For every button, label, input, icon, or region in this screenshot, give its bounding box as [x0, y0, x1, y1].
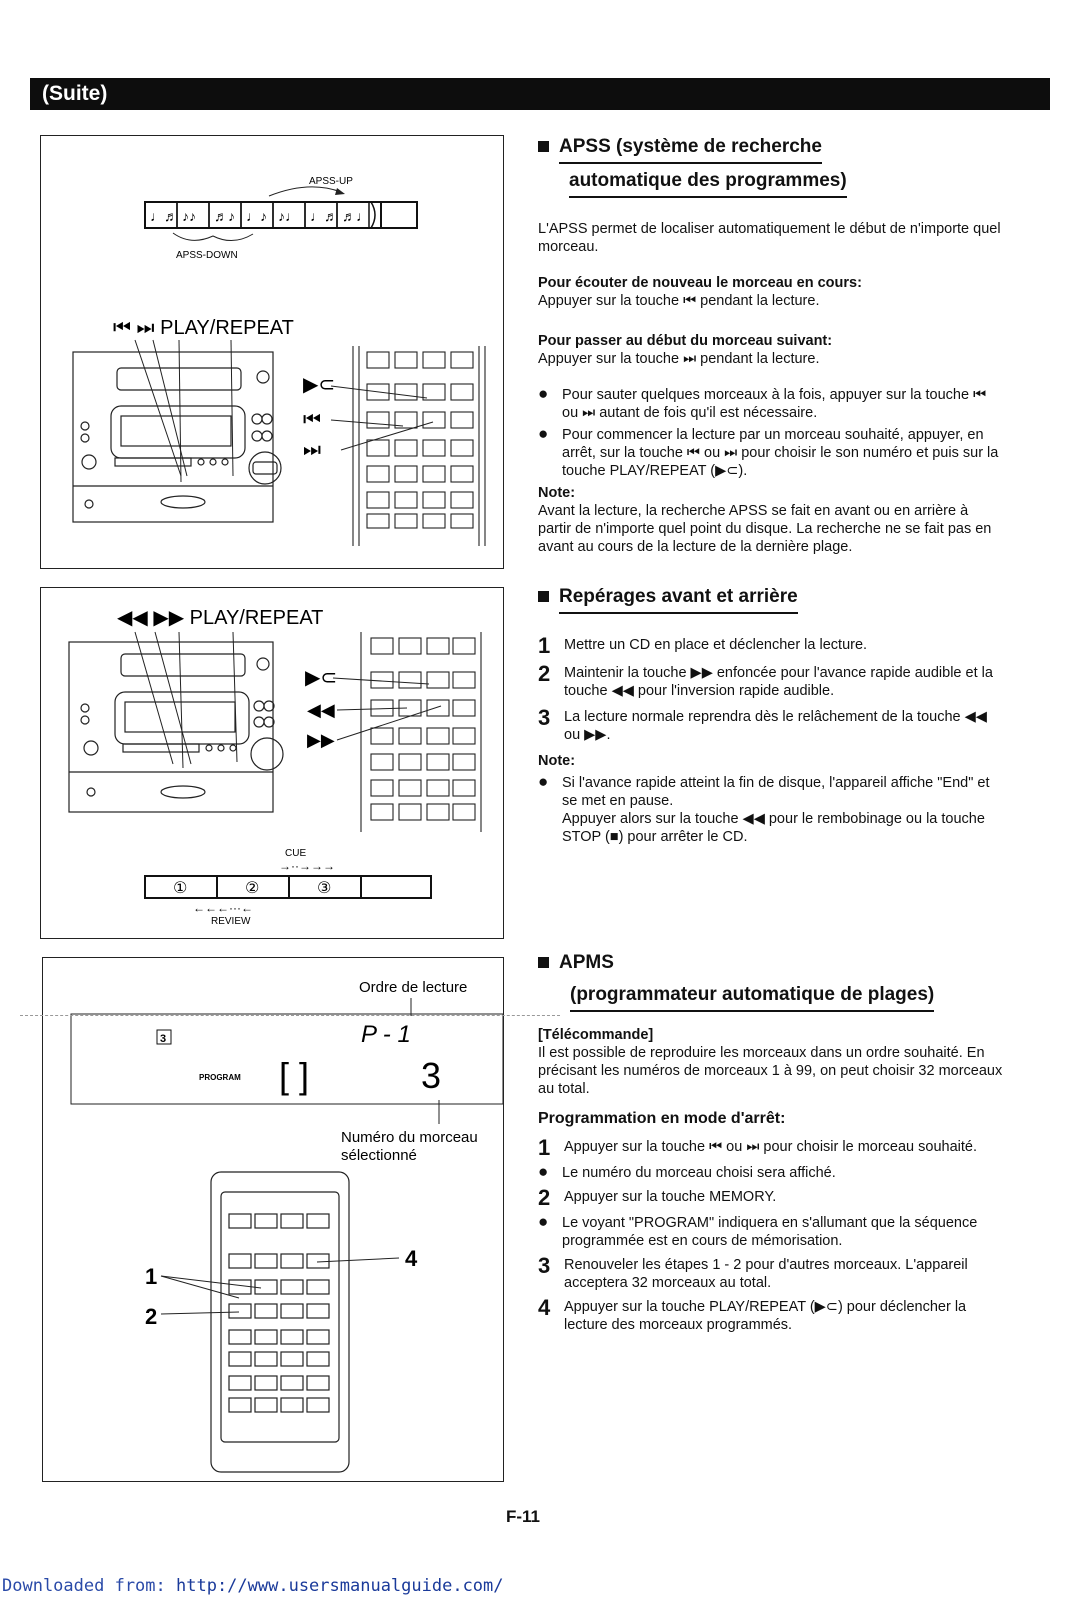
track-2: ②: [245, 880, 260, 897]
remote-partial: [353, 346, 485, 546]
apss-title-line1: APSS (système de recherche: [559, 136, 822, 164]
apms-item-text: Appuyer sur la touche MEMORY.: [564, 1189, 777, 1205]
display-track-box: 3: [160, 1033, 167, 1045]
search-step-3: [538, 705, 1002, 744]
display-top: P - 1: [361, 1021, 411, 1048]
search-step-1: [538, 633, 1002, 658]
section-apss: [538, 136, 1002, 556]
track-note: ♩♬: [150, 208, 178, 224]
step-number: 4: [538, 1295, 551, 1320]
apms-item-list: [538, 1135, 1008, 1334]
callout-2: 2: [145, 1304, 158, 1329]
numero-label-2: sélectionné: [341, 1147, 417, 1164]
download-prefix: Downloaded from:: [2, 1576, 176, 1596]
figure-apms: [42, 957, 504, 1482]
fig2-ff-symbol: ▶▶: [307, 730, 335, 750]
apss-sub1-heading: Pour écouter de nouveau le morceau en cours:: [538, 275, 862, 291]
download-link[interactable]: http://www.usersmanualguide.com/: [176, 1576, 504, 1596]
bullet-icon: ●: [538, 772, 549, 791]
step-number: 2: [538, 1185, 551, 1210]
track-notes: [145, 202, 370, 228]
remote-partial-2: [361, 632, 481, 832]
track-note: ♩♪: [246, 208, 267, 224]
apms-bullet: [538, 1214, 1008, 1250]
apms-step: [538, 1295, 1008, 1334]
apms-step: [538, 1185, 1008, 1210]
fig1-button-label: ⏮ ⏭ PLAY/REPEAT: [113, 317, 294, 339]
step-number: 1: [538, 1135, 551, 1160]
ordre-label: Ordre de lecture: [359, 979, 468, 996]
apss-note-text: Avant la lecture, la recherche APSS se fait en avant ou en arrière à partir de n'importe quel point du disque. La recherche ne se fait pas en avant au cours de la lecture de la dernière plage.: [538, 503, 992, 555]
search-note-bullet: [538, 774, 1002, 846]
apss-title-line2: automatique des programmes): [569, 170, 847, 198]
search-note-text-cont: Appuyer alors sur la touche ◀◀ pour le rembobinage ou la touche STOP (■) pour arrêter le CD.: [562, 811, 985, 845]
search-step-2: [538, 661, 1002, 700]
fig1-next-symbol: ⏭: [303, 439, 321, 461]
square-bullet-icon: [538, 591, 549, 602]
apms-title: [538, 952, 1008, 974]
header-title: (Suite): [42, 82, 108, 105]
track-note: ♩♬: [310, 208, 338, 224]
apms-item-text: Le voyant "PROGRAM" indiquera en s'allumant que la séquence programmée est en cours de mémorisation.: [562, 1215, 978, 1249]
apss-bullet-1-text: Pour sauter quelques morceaux à la fois, appuyer sur la touche ⏮ ou ⏭ autant de fois qu'il est nécessaire.: [562, 387, 987, 421]
fig2-play-symbol: ▶⊂: [305, 667, 338, 689]
search-title-text: Repérages avant et arrière: [559, 586, 798, 614]
remote-full: [211, 1172, 349, 1472]
apms-bullet: [538, 1164, 1008, 1182]
download-footer: [2, 1576, 504, 1596]
apms-step: [538, 1253, 1008, 1292]
search-title: [538, 586, 1002, 614]
figure-cue-review: [40, 587, 504, 939]
apss-sub1-text: Appuyer sur la touche ⏮ pendant la lecture.: [538, 293, 820, 309]
apms-item-text: Renouveler les étapes 1 - 2 pour d'autres morceaux. L'appareil acceptera 32 morceaux au total.: [564, 1257, 968, 1291]
step-number: 1: [538, 633, 551, 658]
fig1-play-symbol: ▶⊂: [303, 374, 336, 396]
review-label: REVIEW: [211, 916, 251, 927]
cue-arrows: →··→→→: [279, 859, 335, 873]
apms-item-text: Appuyer sur la touche ⏮ ou ⏭ pour choisir le morceau souhaité.: [564, 1139, 977, 1155]
apms-intro: Il est possible de reproduire les morceaux dans un ordre souhaité. En précisant les numéros de morceaux 1 à 99, on peut choisir 32 morceaux au total.: [538, 1045, 1003, 1097]
track-note: ♬♩: [342, 208, 370, 224]
step-text: Maintenir la touche ▶▶ enfoncée pour l'avance rapide audible et la touche ◀◀ pour l'inversion rapide audible.: [564, 665, 993, 699]
header-bar: [30, 78, 1050, 110]
cue-label: CUE: [285, 848, 307, 859]
figure-apss-drawing: [41, 136, 503, 568]
step-number: 3: [538, 1253, 551, 1278]
section-search: [538, 586, 1002, 846]
bullet-icon: ●: [538, 1162, 549, 1181]
program-label: PROGRAM: [199, 1073, 241, 1082]
apss-bullet-2-text: Pour commencer la lecture par un morceau souhaité, appuyer, en arrêt, sur la touche ⏮ ou ⏭ pour choisir le son numéro et puis sur la touche PLAY/REPEAT (▶⊂).: [562, 427, 999, 479]
fig1-prev-symbol: ⏮: [303, 409, 321, 431]
bullet-icon: ●: [538, 1212, 549, 1231]
figure-apss: [40, 135, 504, 569]
apss-title: [538, 136, 1002, 164]
apms-tag: [Télécommande]: [538, 1027, 654, 1043]
track-note: ♪♪: [182, 208, 196, 224]
apss-bullet-1: [538, 386, 1002, 422]
page-number: F-11: [506, 1507, 541, 1526]
apss-note-label: Note:: [538, 485, 576, 501]
step-text: La lecture normale reprendra dès le relâchement de la touche ◀◀ ou ▶▶.: [564, 709, 987, 743]
square-bullet-icon: [538, 141, 549, 152]
step-text: Mettre un CD en place et déclencher la lecture.: [564, 637, 868, 653]
apms-step: [538, 1135, 1008, 1160]
main-unit-2: [69, 642, 283, 812]
apss-sub2-text: Appuyer sur la touche ⏭ pendant la lecture.: [538, 351, 820, 367]
track-note: ♬♪: [214, 208, 235, 224]
callout-1: 1: [145, 1264, 158, 1289]
apss-intro: L'APSS permet de localiser automatiquement le début de n'importe quel morceau.: [538, 221, 1001, 255]
step-number: 3: [538, 705, 551, 730]
apss-sub2-heading: Pour passer au début du morceau suivant:: [538, 333, 833, 349]
figure-cue-review-drawing: [41, 588, 503, 938]
track-3: ③: [317, 880, 332, 897]
apss-bullet-2: [538, 426, 1002, 480]
track-1: ①: [173, 880, 188, 897]
apms-item-text: Appuyer sur la touche PLAY/REPEAT (▶⊂) pour déclencher la lecture des morceaux programmés.: [564, 1299, 967, 1333]
track-note: ♪♩: [278, 208, 299, 224]
step-number: 2: [538, 661, 551, 686]
apms-title-text: APMS: [559, 952, 614, 973]
search-note-label: Note:: [538, 753, 576, 769]
search-note-text: Si l'avance rapide atteint la fin de disque, l'appareil affiche "End" et se met en pause.: [562, 775, 990, 809]
display-dotted-guide: [20, 1015, 560, 1016]
bullet-icon: ●: [538, 384, 549, 403]
apms-item-text: Le numéro du morceau choisi sera affiché.: [562, 1165, 836, 1181]
review-arrows: ←←←···←: [193, 901, 253, 915]
section-apms: [538, 952, 1008, 1340]
square-bullet-icon: [538, 957, 549, 968]
apms-sub-heading: Programmation en mode d'arrêt:: [538, 1110, 786, 1127]
display-main: [ ]: [279, 1055, 310, 1096]
fig2-button-label: ◀◀ ▶▶ PLAY/REPEAT: [117, 607, 324, 629]
numero-label-1: Numéro du morceau: [341, 1129, 478, 1146]
apss-down-label: APSS-DOWN: [176, 250, 238, 261]
bullet-icon: ●: [538, 424, 549, 443]
apms-subtitle: (programmateur automatique de plages): [570, 984, 934, 1012]
callout-4: 4: [405, 1246, 418, 1271]
apss-up-label: APSS-UP: [309, 176, 353, 187]
figure-apms-drawing: [43, 958, 503, 1481]
display-num: 3: [421, 1055, 442, 1096]
fig2-rew-symbol: ◀◀: [307, 700, 335, 720]
